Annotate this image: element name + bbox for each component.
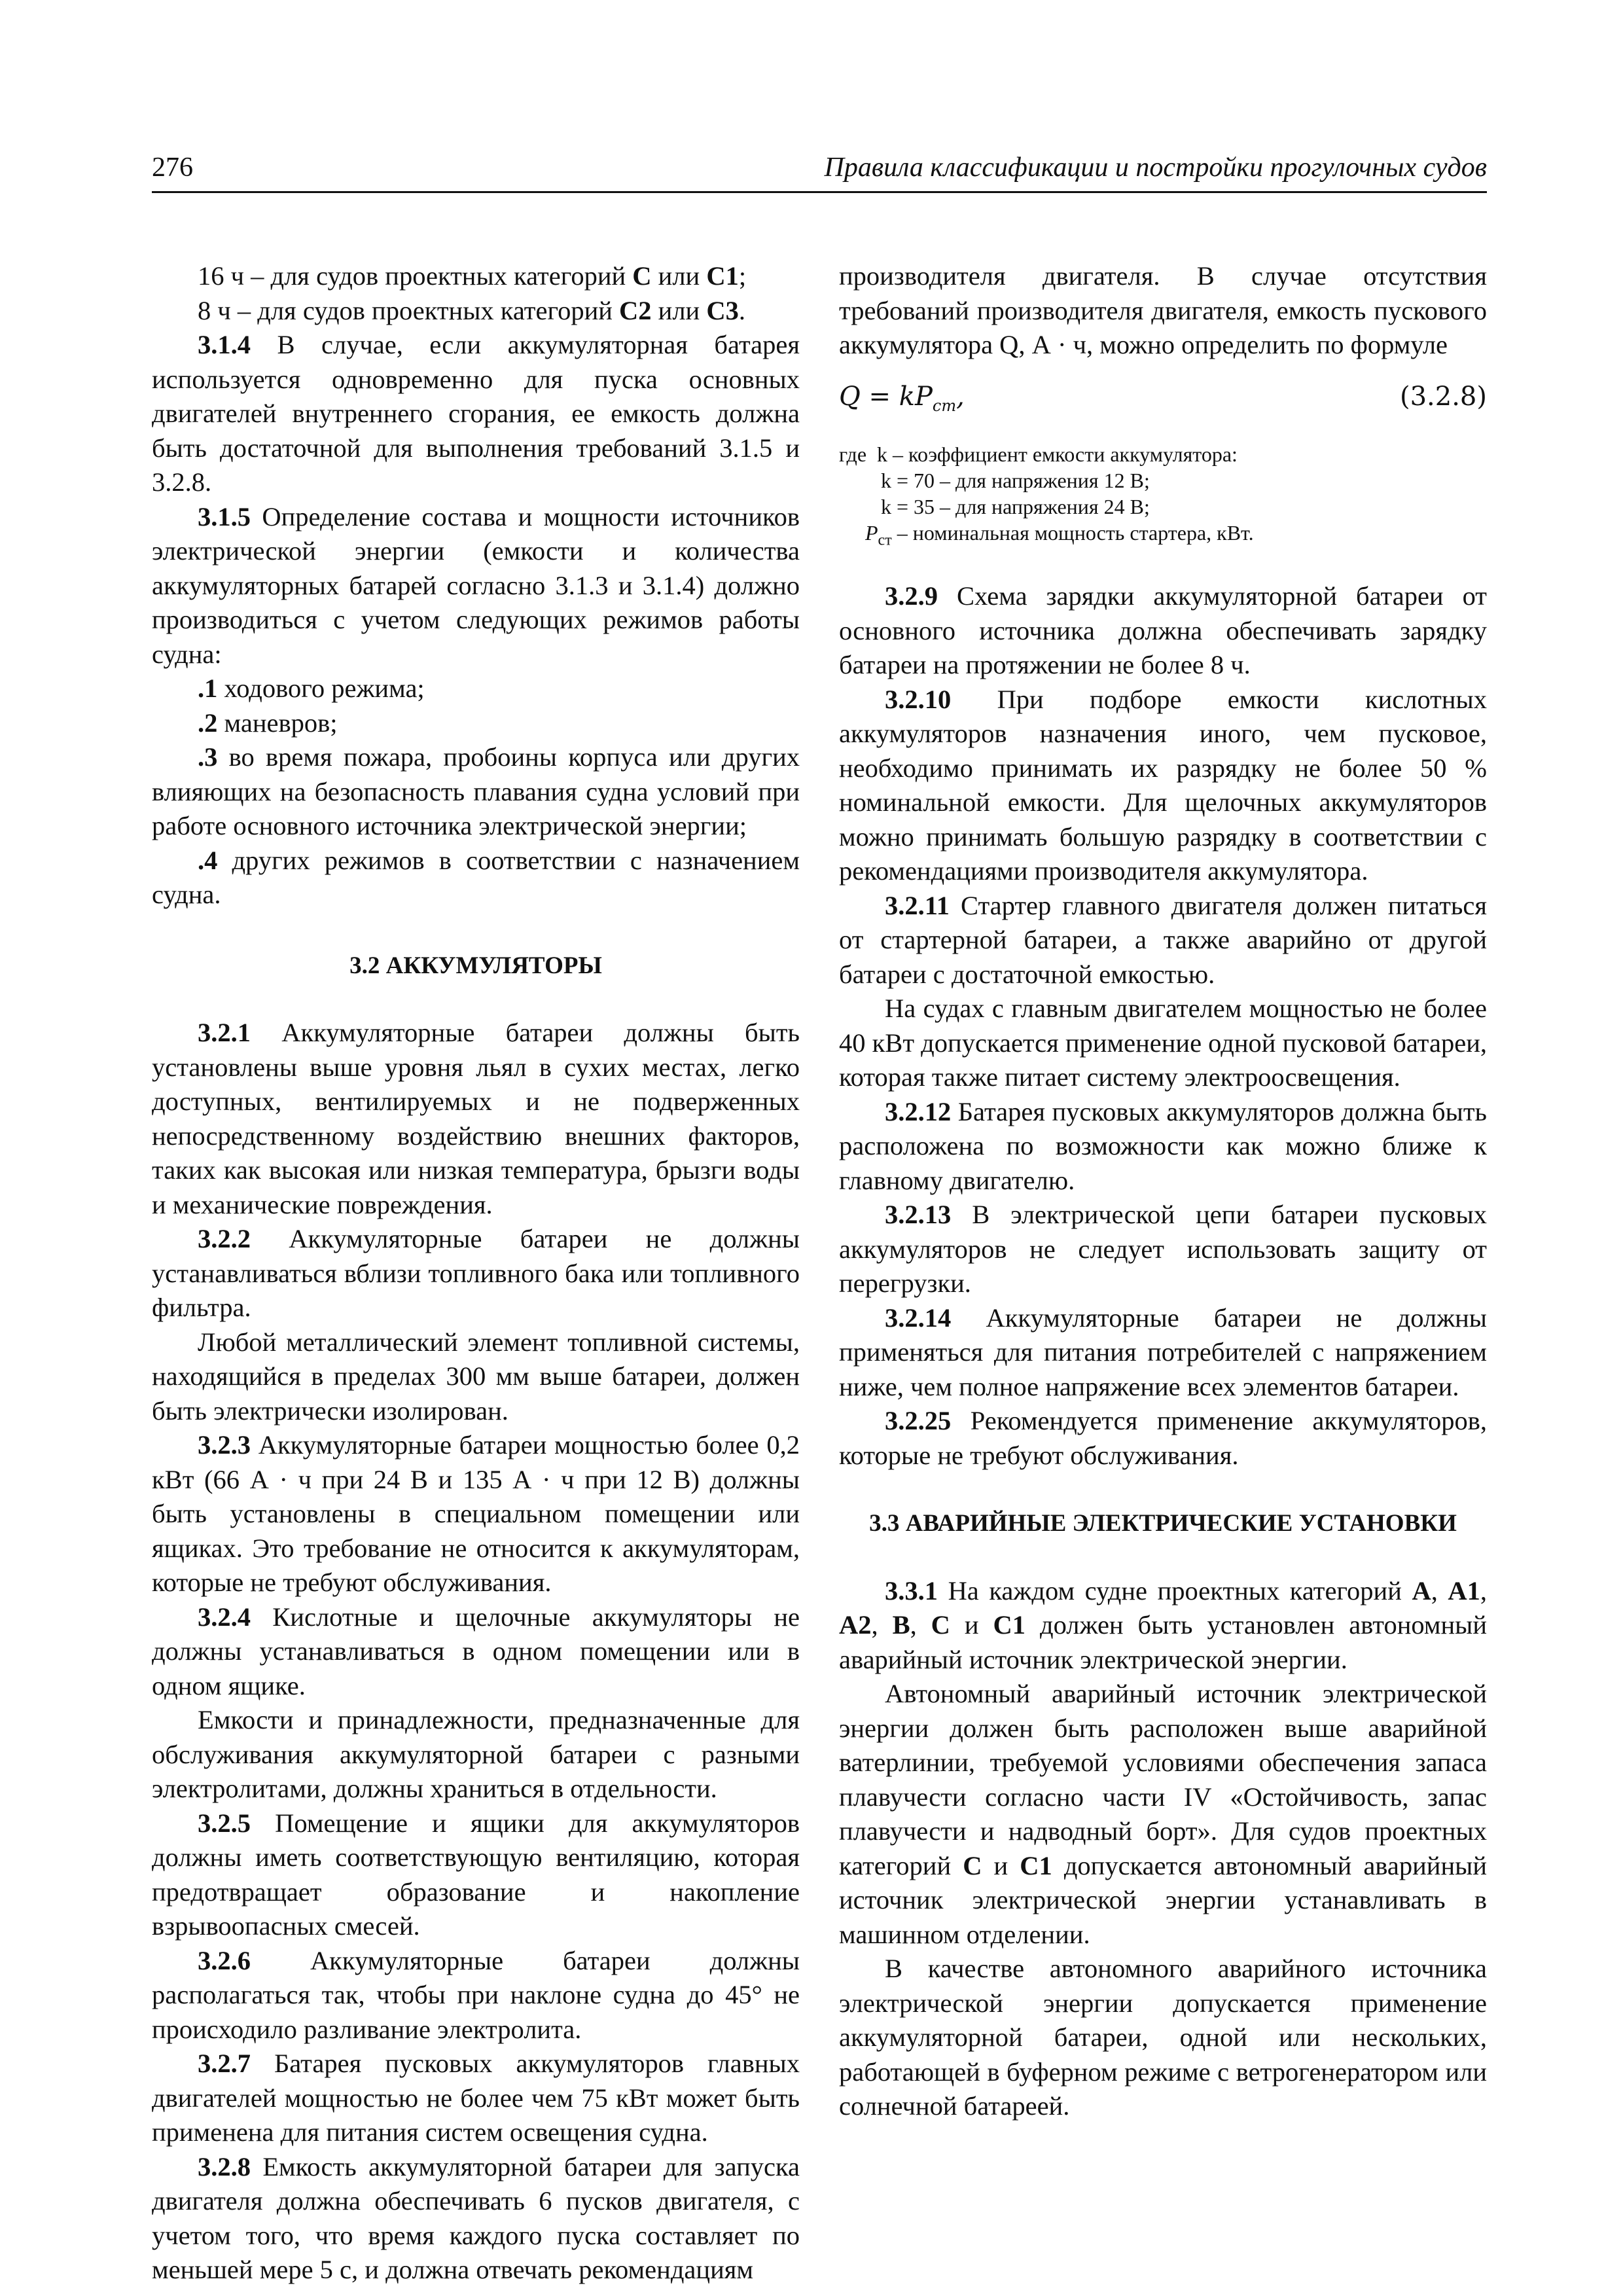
legend-k: где k – коэффициент емкости аккумулятора: bbox=[839, 442, 1238, 466]
mode-item-4: .4 других режимов в соответствии с назначением судна. bbox=[152, 845, 800, 909]
paragraph-3-2-11: 3.2.11 Стартер главного двигателя должен питаться от стартерной батареи, а также аварийно от другой батареи с достаточной емкостью. bbox=[839, 890, 1488, 989]
paragraph-3-2-2-cont: Любой металлический элемент топливной системы, находящийся в пределах 300 мм выше батареи, должен быть электрически изолирован. bbox=[152, 1327, 800, 1426]
paragraph-3-3-1: 3.3.1 На каждом судне проектных категорий A, A1, A2, B, C и C1 должен быть установлен автономный аварийный источник электрической энергии. bbox=[839, 1575, 1488, 1674]
paragraph-3-2-25: 3.2.25 Рекомендуется применение аккумуляторов, которые не требуют обслуживания. bbox=[839, 1406, 1488, 1470]
section-heading-3-2: 3.2 АККУМУЛЯТОРЫ bbox=[349, 952, 602, 979]
section-heading-3-3: 3.3 АВАРИЙНЫЕ ЭЛЕКТРИЧЕСКИЕ УСТАНОВКИ bbox=[869, 1510, 1457, 1537]
legend-k70: k = 70 – для напряжения 12 В; bbox=[881, 469, 1150, 492]
paragraph-3-2-9: 3.2.9 Схема зарядки аккумуляторной батареи от основного источника должна обеспечивать зарядку батареи на протяжении не более 8 ч. bbox=[839, 581, 1488, 680]
paragraph-3-2-1: 3.2.1 Аккумуляторные батареи должны быть установлены выше уровня льял в сухих местах, легко доступных, вентилируемых и не подверженных непосредственному воздействию внешних факторов, таких как высокая или низкая температура, брызги воды и механические повреждения. bbox=[152, 1018, 800, 1219]
paragraph-3-2-6: 3.2.6 Аккумуляторные батареи должны располагаться так, чтобы при наклоне судна до 45° не происходило разливание электролита. bbox=[152, 1945, 800, 2044]
page-header bbox=[152, 152, 1487, 191]
list-item-16h: 16 ч – для судов проектных категорий C или C1; bbox=[198, 261, 747, 291]
mode-item-2: .2 маневров; bbox=[198, 708, 338, 738]
mode-item-1: .1 ходового режима; bbox=[198, 673, 425, 703]
paragraph-3-1-4: 3.1.4 В случае, если аккумуляторная батарея используется одновременно для пуска основных двигателей внутреннего сгорания, ее емкость должна быть достаточной для выполнения требований 3.1.5 и 3.2.8. bbox=[152, 330, 800, 497]
paragraph-3-2-13: 3.2.13 В электрической цепи батареи пусковых аккумуляторов не следует использовать защиту от перегрузки. bbox=[839, 1200, 1488, 1299]
paragraph-3-2-11-cont: На судах с главным двигателем мощностью не более 40 кВт допускается применение одной пусковой батареи, которая также питает систему электроосвещения. bbox=[839, 994, 1487, 1092]
legend-p: $P_{ст}$ – номинальная мощность стартера, кВт. bbox=[865, 521, 1254, 549]
left-column bbox=[152, 259, 800, 2287]
paragraph-3-3-1-cont2: В качестве автономного аварийного источника электрической энергии допускается применение аккумуляторной батареи, одной или нескольких, работающей в буферном режиме с ветрогенератором или солнечной батареей. bbox=[839, 1954, 1487, 2121]
formula-expression: $Q = kP_{ст}$, bbox=[839, 381, 965, 415]
paragraph-3-2-2: 3.2.2 Аккумуляторные батареи не должны устанавливаться вблизи топливного бака или топливного фильтра. bbox=[152, 1224, 800, 1322]
formula-3-2-8 bbox=[839, 380, 1487, 423]
page-number: 276 bbox=[152, 152, 193, 183]
mode-item-3: .3 во время пожара, пробоины корпуса или других влияющих на безопасность плавания судна условий при работе основного источника электрической энергии; bbox=[152, 742, 800, 840]
paragraph-3-3-1-cont: Автономный аварийный источник электрической энергии должен быть расположен выше аварийной ватерлинии, требуемой условиями обеспечения запаса плавучести согласно части IV «Остойчивость, запас плавучести и надводный борт». Для судов проектных категорий C и C1 допускается автономный аварийный источник электрической энергии устанавливать в машинном отделении. bbox=[839, 1679, 1488, 1949]
right-column bbox=[839, 259, 1487, 2124]
legend-k35: k = 35 – для напряжения 24 В; bbox=[881, 495, 1150, 518]
formula-number: (3.2.8) bbox=[1400, 381, 1487, 412]
paragraph-3-2-12: 3.2.12 Батарея пусковых аккумуляторов должна быть расположена по возможности как можно ближе к главному двигателю. bbox=[839, 1096, 1487, 1195]
list-item-8h: 8 ч – для судов проектных категорий C2 или C3. bbox=[198, 295, 745, 325]
paragraph-3-2-14: 3.2.14 Аккумуляторные батареи не должны применяться для питания потребителей с напряжением ниже, чем полное напряжение всех элементов батареи. bbox=[839, 1302, 1488, 1401]
paragraph-3-2-4-cont: Емкости и принадлежности, предназначенные для обслуживания аккумуляторной батареи с разными электролитами, должны храниться в отдельности. bbox=[152, 1705, 800, 1803]
formula-legend bbox=[839, 441, 1487, 553]
paragraph-3-1-5: 3.1.5 Определение состава и мощности источников электрической энергии (емкости и количества аккумуляторных батарей согласно 3.1.3 и 3.1.4) должно производиться с учетом следующих режимов работы судна: bbox=[152, 501, 800, 669]
paragraph-3-2-10: 3.2.10 При подборе емкости кислотных аккумуляторов назначения иного, чем пусковое, необходимо принимать их разрядку не более 50 % номинальной емкости. Для щелочных аккумуляторов можно принимать большую разрядку в соответствии с рекомендациями производителя аккумулятора. bbox=[839, 684, 1487, 886]
paragraph-3-2-3: 3.2.3 Аккумуляторные батареи мощностью более 0,2 кВт (66 А · ч при 24 В и 135 А · ч при 12 В) должны быть установлены в специальном помещении или ящиках. Это требование не относится к аккумуляторам, которые не требуют обслуживания. bbox=[152, 1430, 800, 1597]
paragraph-3-2-7: 3.2.7 Батарея пусковых аккумуляторов главных двигателей мощностью не более чем 75 кВт может быть применена для питания систем освещения судна. bbox=[152, 2049, 800, 2147]
running-title: Правила классификации и постройки прогулочных судов bbox=[824, 152, 1487, 183]
paragraph-3-2-5: 3.2.5 Помещение и ящики для аккумуляторов должны иметь соответствующую вентиляцию, которая предотвращает образование и накопление взрывоопасных смесей. bbox=[152, 1808, 800, 1941]
paragraph-3-2-8: 3.2.8 Емкость аккумуляторной батареи для запуска двигателя должна обеспечивать 6 пусков двигателя, с учетом того, что время каждого пуска составляет по меньшей мере 5 с, и должна отвечать рекомендациям bbox=[152, 2151, 800, 2284]
paragraph-3-2-8-cont: производителя двигателя. В случае отсутствия требований производителя двигателя, емкость пускового аккумулятора Q, А · ч, можно определить по формуле bbox=[839, 261, 1487, 359]
paragraph-3-2-4: 3.2.4 Кислотные и щелочные аккумуляторы не должны устанавливаться в одном помещении или в одном ящике. bbox=[152, 1602, 800, 1700]
header-rule bbox=[152, 191, 1487, 193]
